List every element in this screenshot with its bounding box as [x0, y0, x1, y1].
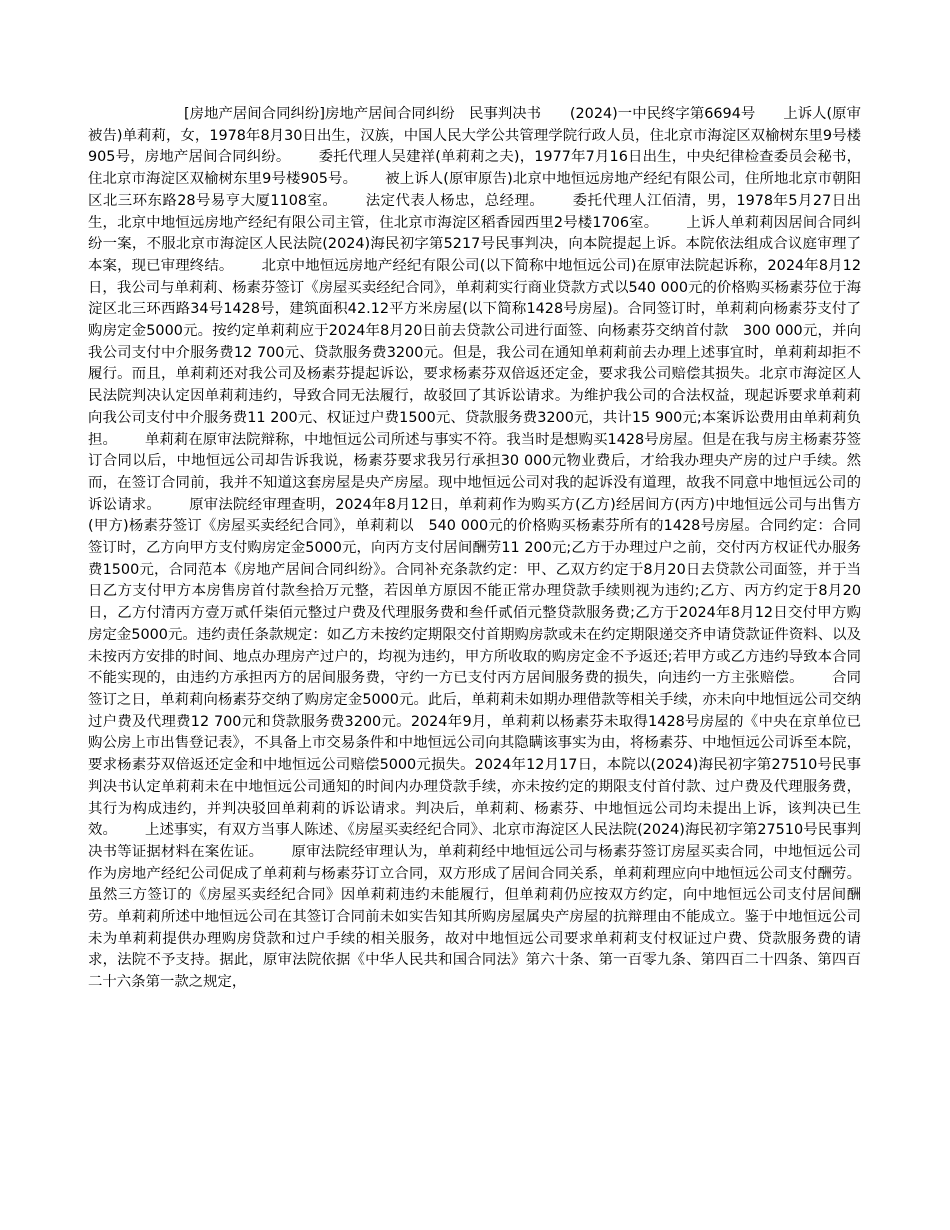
paragraph-appellee-agent: 委托代理人江佰清，男，1978年5月27日出生，北京中地恒远房地产经纪有限公司主管，住北京市海淀区稻香园西里2号楼1706室。	[88, 192, 861, 231]
paragraph-plaintiff-claim: 北京中地恒远房地产经纪有限公司(以下简称中地恒远公司)在原审法院起诉称，2024年8月12日，我公司与单莉莉、杨素芬签订《房屋买卖经纪合同》，单莉莉实行商业贷款方式以540 000元的价格购买杨素芬位于海淀区北三环西路34号1428号，建筑面积42.12平方米房屋(以下简称1428号房屋)。合同签订时，单莉莉向杨素芬支付了购房定金5000元。按约定单莉莉应于2024年8月20日前去贷款公司进行面签、向杨素芬交纳首付款 300 000元，并向我公司支付中介服务费12 700元、贷款服务费3200元。但是，我公司在通知单莉莉前去办理上述事宜时，单莉莉却拒不履行。而且，单莉莉还对我公司及杨素芬提起诉讼，要求杨素芬双倍返还定金，要求我公司赔偿其损失。北京市海淀区人民法院判决认定因单莉莉违约，导致合同无法履行，故驳回了其诉讼请求。为维护我公司的合法权益，现起诉要求单莉莉向我公司支付中介服务费11 200元、权证过户费1500元、贷款服务费3200元，共计15 900元;本案诉讼费用由单莉莉负担。	[88, 257, 861, 448]
paragraph-facts-found: 原审法院经审理查明，2024年8月12日，单莉莉作为购买方(乙方)经居间方(丙方)中地恒远公司与出售方(甲方)杨素芬签订《房屋买卖经纪合同》，单莉莉以 540 000元的价格购买杨素芬所有的1428号房屋。合同约定：合同签订时，乙方向甲方支付购房定金5000元，向丙方支付居间酬劳11 200元;乙方于办理过户之前，交付丙方权证代办服务费1500元，合同范本《房地产居间合同纠纷》。合同补充条款约定：甲、乙双方约定于8月20日去贷款公司面签，并于当日乙方支付甲方本房售房首付款叁拾万元整，若因单方原因不能正常办理贷款手续则视为违约;乙方、丙方约定于8月20日，乙方付清丙方壹万贰仟柒佰元整过户费及代理服务费和叁仟贰佰元整贷款服务费;乙方于2024年8月12日交付甲方购房定金5000元。违约责任条款规定：如乙方未按约定期限交付首期购房款或未在约定期限递交齐申请贷款证件资料、以及未按丙方安排的时间、地点办理房产过户的，均视为违约，甲方所收取的购房定金不予返还;若甲方或乙方违约导致本合同不能实现的，由违约方承担丙方的居间服务费，守约一方已支付丙方居间服务费的损失，向违约一方主张赔偿。	[88, 496, 861, 687]
paragraph-appellant-agent: 委托代理人吴建祥(单莉莉之夫)，1977年7月16日出生，中央纪律检查委员会秘书，住北京市海淀区双榆树东里9号楼905号。	[88, 149, 861, 188]
paragraph-appellee: 被上诉人(原审原告)北京中地恒远房地产经纪有限公司，住所地北京市朝阳区北三环东路28号易亨大厦1108室。	[88, 171, 862, 209]
document-header: [房地产居间合同纠纷]房地产居间合同纠纷 民事判决书 (2024)一中民终字第6694号	[184, 106, 756, 122]
paragraph-appellant: 上诉人(原审被告)单莉莉，女，1978年8月30日出生，汉族，中国人民大学公共管理学院行政人员，住北京市海淀区双榆树东里9号楼905号，房地产居间合同纠纷。	[88, 106, 861, 166]
paragraph-case-intro: 上诉人单莉莉因居间合同纠纷一案，不服北京市海淀区人民法院(2024)海民初字第5217号民事判决，向本院提起上诉。本院依法组成合议庭审理了本案，现已审理终结。	[88, 214, 861, 274]
paragraph-defendant-response: 单莉莉在原审法院辩称，中地恒远公司所述与事实不符。我当时是想购买1428号房屋。但是在我与房主杨素芬签订合同以后，中地恒远公司却告诉我说，杨素芬要求我另行承担30 000元物业费后，才给我办理央产房的过户手续。然而，在签订合同前，我并不知道这套房屋是央产房屋。现中地恒远公司对我的起诉没有道理，故我不同意中地恒远公司的诉讼请求。	[88, 431, 861, 513]
paragraph-legal-representative: 法定代表人杨忠，总经理。	[365, 192, 545, 209]
paragraph-court-reasoning: 原审法院经审理认为，单莉莉经中地恒远公司与杨素芬签订房屋买卖合同，中地恒远公司作为房地产经纪公司促成了单莉莉与杨素芬订立合同，双方形成了居间合同关系，单莉莉理应向中地恒远公司支付酬劳。虽然三方签订的《房屋买卖经纪合同》因单莉莉违约未能履行，但单莉莉仍应按双方约定，向中地恒远公司支付居间酬劳。单莉莉所述中地恒远公司在其签订合同前未如实告知其所购房屋属央产房屋的抗辩理由不能成立。鉴于中地恒远公司未为单莉莉提供办理购房贷款和过户手续的相关服务，故对中地恒远公司要求单莉莉支付权证过户费、贷款服务费的请求，法院不予支持。据此，原审法院依据《中华人民共和国合同法》第六十条、第一百零九条、第四百二十四条、第四百二十六条第一款之规定，	[88, 843, 861, 991]
paragraph-deposit-facts: 合同签订之日，单莉莉向杨素芬交纳了购房定金5000元。此后，单莉莉未如期办理借款等相关手续，亦未向中地恒远公司交纳过户费及代理费12 700元和贷款服务费3200元。2024年9月，单莉莉以杨素芬未取得1428号房屋的《中央在京单位已购公房上市出售登记表》，不具备上市交易条件和中地恒远公司向其隐瞒该事实为由，将杨素芬、中地恒远公司诉至本院，要求杨素芬双倍返还定金和中地恒远公司赔偿5000元损失。2024年12月17日，本院以(2024)海民初字第27510号民事判决书认定单莉莉未在中地恒远公司通知的时间内办理贷款手续，亦未按约定的期限支付首付款、过户费及代理服务费，其行为构成违约，并判决驳回单莉莉的诉讼请求。判决后，单莉莉、杨素芬、中地恒远公司均未提出上诉，该判决已生效。	[88, 670, 861, 839]
judgment-document	[88, 104, 861, 994]
paragraph-evidence: 上述事实，有双方当事人陈述、《房屋买卖经纪合同》、北京市海淀区人民法院(2024)海民初字第27510号民事判决书等证据材料在案佐证。	[88, 822, 861, 860]
